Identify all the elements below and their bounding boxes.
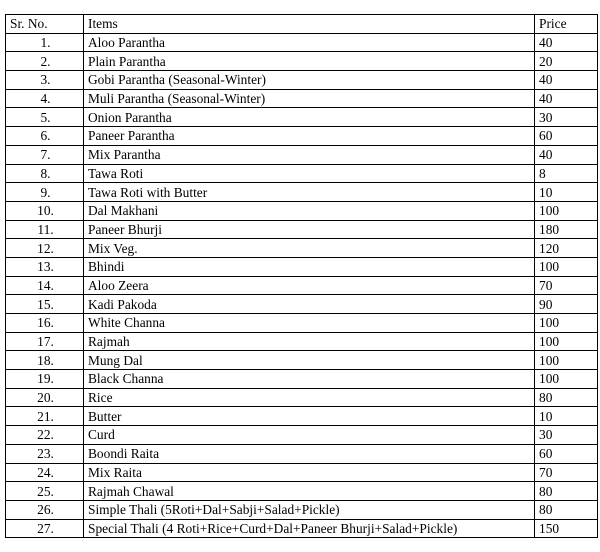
cell-price: 80	[535, 482, 598, 501]
cell-price: 70	[535, 463, 598, 482]
cell-price: 10	[535, 407, 598, 426]
cell-item: Boondi Raita	[84, 444, 535, 463]
cell-price: 40	[535, 71, 598, 90]
cell-item: Mix Parantha	[84, 145, 535, 164]
cell-price: 40	[535, 145, 598, 164]
cell-item: Rajmah Chawal	[84, 482, 535, 501]
header-price: Price	[535, 15, 598, 34]
table-row	[6, 482, 598, 501]
table-row	[6, 351, 598, 370]
cell-price: 30	[535, 108, 598, 127]
cell-item: Tawa Roti	[84, 164, 535, 183]
cell-item: Black Channa	[84, 370, 535, 389]
cell-item: Rice	[84, 388, 535, 407]
cell-item: Curd	[84, 426, 535, 445]
cell-item: Rajmah	[84, 332, 535, 351]
table-row	[6, 519, 598, 538]
table-row	[6, 388, 598, 407]
cell-item: Mix Raita	[84, 463, 535, 482]
cell-sr-no: 27.	[6, 519, 84, 538]
cell-item: Paneer Parantha	[84, 127, 535, 146]
cell-sr-no: 17.	[6, 332, 84, 351]
cell-item: Aloo Parantha	[84, 33, 535, 52]
cell-price: 100	[535, 351, 598, 370]
cell-sr-no: 9.	[6, 183, 84, 202]
table-row	[6, 71, 598, 90]
cell-sr-no: 23.	[6, 444, 84, 463]
cell-item: Simple Thali (5Roti+Dal+Sabji+Salad+Pickle)	[84, 500, 535, 519]
cell-sr-no: 24.	[6, 463, 84, 482]
cell-price: 70	[535, 276, 598, 295]
table-row	[6, 89, 598, 108]
cell-item: Bhindi	[84, 257, 535, 276]
cell-item: Mung Dal	[84, 351, 535, 370]
table-row	[6, 164, 598, 183]
table-row	[6, 52, 598, 71]
cell-item: Mix Veg.	[84, 239, 535, 258]
cell-price: 90	[535, 295, 598, 314]
menu-price-table	[5, 14, 598, 538]
cell-item: Special Thali (4 Roti+Rice+Curd+Dal+Paneer Bhurji+Salad+Pickle)	[84, 519, 535, 538]
table-row	[6, 108, 598, 127]
table-row	[6, 444, 598, 463]
cell-item: Aloo Zeera	[84, 276, 535, 295]
cell-sr-no: 6.	[6, 127, 84, 146]
table-row	[6, 426, 598, 445]
cell-sr-no: 11.	[6, 220, 84, 239]
cell-price: 150	[535, 519, 598, 538]
cell-price: 80	[535, 388, 598, 407]
cell-item: Onion Parantha	[84, 108, 535, 127]
cell-price: 100	[535, 332, 598, 351]
table-row	[6, 257, 598, 276]
top-margin	[0, 0, 600, 14]
cell-item: Plain Parantha	[84, 52, 535, 71]
cell-price: 10	[535, 183, 598, 202]
cell-item: Dal Makhani	[84, 201, 535, 220]
cell-sr-no: 14.	[6, 276, 84, 295]
cell-price: 100	[535, 257, 598, 276]
table-row	[6, 276, 598, 295]
cell-sr-no: 10.	[6, 201, 84, 220]
cell-sr-no: 19.	[6, 370, 84, 389]
cell-price: 80	[535, 500, 598, 519]
table-row	[6, 127, 598, 146]
cell-price: 20	[535, 52, 598, 71]
cell-price: 40	[535, 89, 598, 108]
cell-sr-no: 2.	[6, 52, 84, 71]
cell-item: Paneer Bhurji	[84, 220, 535, 239]
cell-price: 60	[535, 444, 598, 463]
cell-item: Butter	[84, 407, 535, 426]
table-body	[6, 33, 598, 538]
table-row	[6, 500, 598, 519]
cell-item: White Channa	[84, 314, 535, 333]
table-row	[6, 145, 598, 164]
cell-price: 120	[535, 239, 598, 258]
cell-price: 180	[535, 220, 598, 239]
cell-sr-no: 15.	[6, 295, 84, 314]
cell-price: 100	[535, 370, 598, 389]
cell-sr-no: 21.	[6, 407, 84, 426]
cell-item: Gobi Parantha (Seasonal-Winter)	[84, 71, 535, 90]
cell-sr-no: 1.	[6, 33, 84, 52]
cell-sr-no: 16.	[6, 314, 84, 333]
cell-sr-no: 25.	[6, 482, 84, 501]
cell-item: Tawa Roti with Butter	[84, 183, 535, 202]
cell-sr-no: 4.	[6, 89, 84, 108]
cell-sr-no: 7.	[6, 145, 84, 164]
table-row	[6, 295, 598, 314]
cell-price: 40	[535, 33, 598, 52]
cell-price: 100	[535, 201, 598, 220]
cell-sr-no: 18.	[6, 351, 84, 370]
cell-price: 30	[535, 426, 598, 445]
table-header-row	[6, 15, 598, 34]
cell-item: Muli Parantha (Seasonal-Winter)	[84, 89, 535, 108]
table-row	[6, 220, 598, 239]
table-row	[6, 33, 598, 52]
table-row	[6, 370, 598, 389]
cell-price: 60	[535, 127, 598, 146]
cell-sr-no: 8.	[6, 164, 84, 183]
table-row	[6, 463, 598, 482]
table-row	[6, 407, 598, 426]
table-row	[6, 332, 598, 351]
cell-sr-no: 22.	[6, 426, 84, 445]
table-row	[6, 201, 598, 220]
cell-item: Kadi Pakoda	[84, 295, 535, 314]
cell-sr-no: 20.	[6, 388, 84, 407]
table-row	[6, 183, 598, 202]
cell-sr-no: 13.	[6, 257, 84, 276]
cell-sr-no: 5.	[6, 108, 84, 127]
header-items: Items	[84, 15, 535, 34]
table-row	[6, 239, 598, 258]
cell-price: 100	[535, 314, 598, 333]
cell-sr-no: 3.	[6, 71, 84, 90]
cell-price: 8	[535, 164, 598, 183]
cell-sr-no: 12.	[6, 239, 84, 258]
header-sr-no: Sr. No.	[6, 15, 84, 34]
table-row	[6, 314, 598, 333]
cell-sr-no: 26.	[6, 500, 84, 519]
